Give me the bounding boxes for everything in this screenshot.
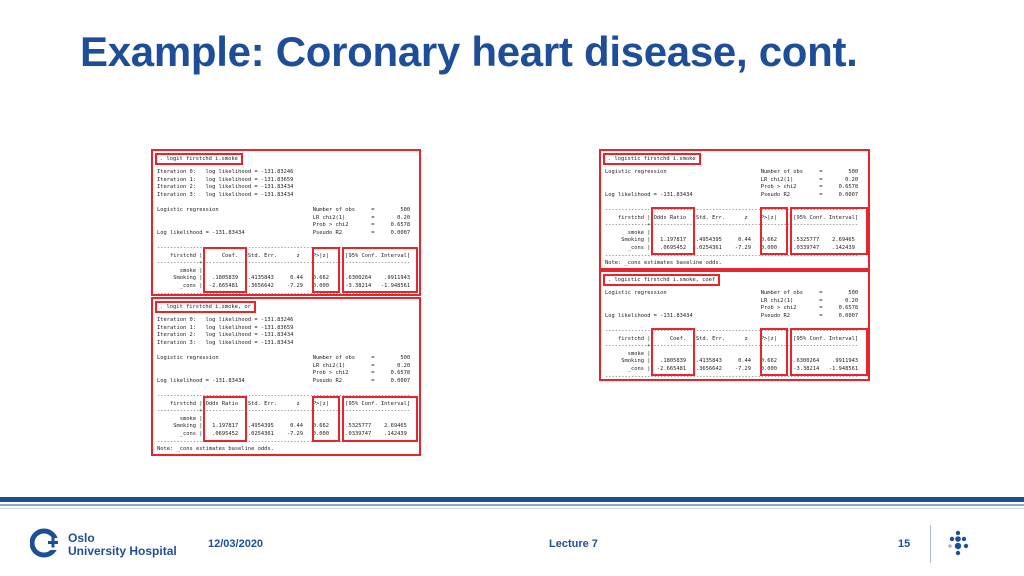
highlight-pvalue-column — [760, 328, 788, 376]
output-text: Logistic regression Number of obs = 500 LR chi2(1) = 0.20 Prob > chi2 = 0.6578 Log likelihood = -131.83434 Pseudo R2 = 0.0007 ------------------------------------------------------------------------------ firstchd | Coef. Std. Err. z P>|z| [95% Conf. Interval] -------------+---------------------------------------------------------------- smoke | Smoking | .1805839 .4135843 0.44 0.662 -.6300264 .9911943 _cons | -2.665481 .3656642 -7.29 0.000 -3.38214 -1.948561 ------------------------------------------------------------------------------ — [605, 290, 859, 380]
highlight-pvalue-column — [760, 207, 788, 255]
org-line-2: University Hospital — [68, 544, 177, 558]
page-number: 15 — [898, 538, 911, 550]
output-text: Iteration 0: log likelihood = -131.83246 Iteration 1: log likelihood = -131.83659 Iteration 2: log likelihood = -131.83434 Iteration 3: log likelihood = -131.83434 Logistic regression Number of obs = 500 LR chi2(1) = 0.20 Prob > chi2 = 0.6578 Log likelihood = -131.83434 Pseudo R2 = 0.0007 ------------------------------------------------------------------------------ firstchd | Odds Ratio Std. Err. z P>|z| [95% Conf. Interval] -------------+---------------------------------------------------------------- smoke | Smoking | 1.197817 .4954395 0.44 0.662 .5325777 2.69465 _cons | .0695452 .0254361 -7.29 0.000 .0339747 .142439 ------------------------------------------------------------------------------ Note: _cons estimates baseline odds. — [157, 317, 411, 453]
stata-output-logit — [151, 149, 421, 296]
footer-lecture: Lecture 7 — [549, 538, 598, 550]
highlight-coef-column — [203, 247, 247, 293]
highlight-oddsratio-column — [203, 396, 247, 442]
footer-divider — [930, 525, 931, 563]
command-line: . logistic firstchd i.smoke, coef — [603, 274, 720, 286]
slide-title: Example: Coronary heart disease, cont. — [80, 28, 858, 75]
stata-output-logistic — [599, 149, 870, 270]
highlight-ci-column — [342, 247, 418, 293]
highlight-coef-column — [651, 328, 695, 376]
command-line: . logistic firstchd i.smoke — [603, 153, 701, 165]
highlight-ci-column — [790, 207, 868, 255]
output-text: Logistic regression Number of obs = 500 LR chi2(1) = 0.20 Prob > chi2 = 0.6578 Log likelihood = -131.83434 Pseudo R2 = 0.0007 ------------------------------------------------------------------------------ firstchd | Odds Ratio Std. Err. z P>|z| [95% Conf. Interval] -------------+---------------------------------------------------------------- smoke | Smoking | 1.197817 .4954395 0.44 0.662 .5325777 2.69465 _cons | .0695452 .0254361 -7.29 0.000 .0339747 .142439 ------------------------------------------------------------------------------ Note: _cons estimates baseline odds. — [605, 169, 859, 267]
highlight-ci-column — [790, 328, 868, 376]
highlight-pvalue-column — [312, 396, 340, 442]
dots-logo-icon — [944, 530, 972, 558]
command-line: . logit firstchd i.smoke, or — [155, 301, 256, 313]
stata-output-logistic-coef — [599, 270, 870, 381]
output-text: Iteration 0: log likelihood = -131.83246 Iteration 1: log likelihood = -131.83659 Iteration 2: log likelihood = -131.83434 Iteration 3: log likelihood = -131.83434 Logistic regression Number of obs = 500 LR chi2(1) = 0.20 Prob > chi2 = 0.6578 Log likelihood = -131.83434 Pseudo R2 = 0.0007 ------------------------------------------------------------------------------ firstchd | Coef. Std. Err. z P>|z| [95% Conf. Interval] -------------+---------------------------------------------------------------- smoke | Smoking | .1805839 .4135843 0.44 0.662 -.6300264 .9911943 _cons | -2.665481 .3656642 -7.29 0.000 -3.38214 -1.948561 ------------------------------------------------------------------------------ — [157, 169, 411, 297]
footer-band — [0, 497, 1024, 517]
highlight-oddsratio-column — [651, 207, 695, 255]
highlight-ci-column — [342, 396, 418, 442]
hospital-logo-icon — [30, 528, 62, 558]
footer-date: 12/03/2020 — [208, 538, 264, 550]
organization-name — [68, 532, 177, 558]
org-line-1: Oslo — [68, 531, 95, 545]
command-line: . logit firstchd i.smoke — [155, 153, 243, 165]
highlight-pvalue-column — [312, 247, 340, 293]
stata-output-logit-or — [151, 297, 421, 456]
